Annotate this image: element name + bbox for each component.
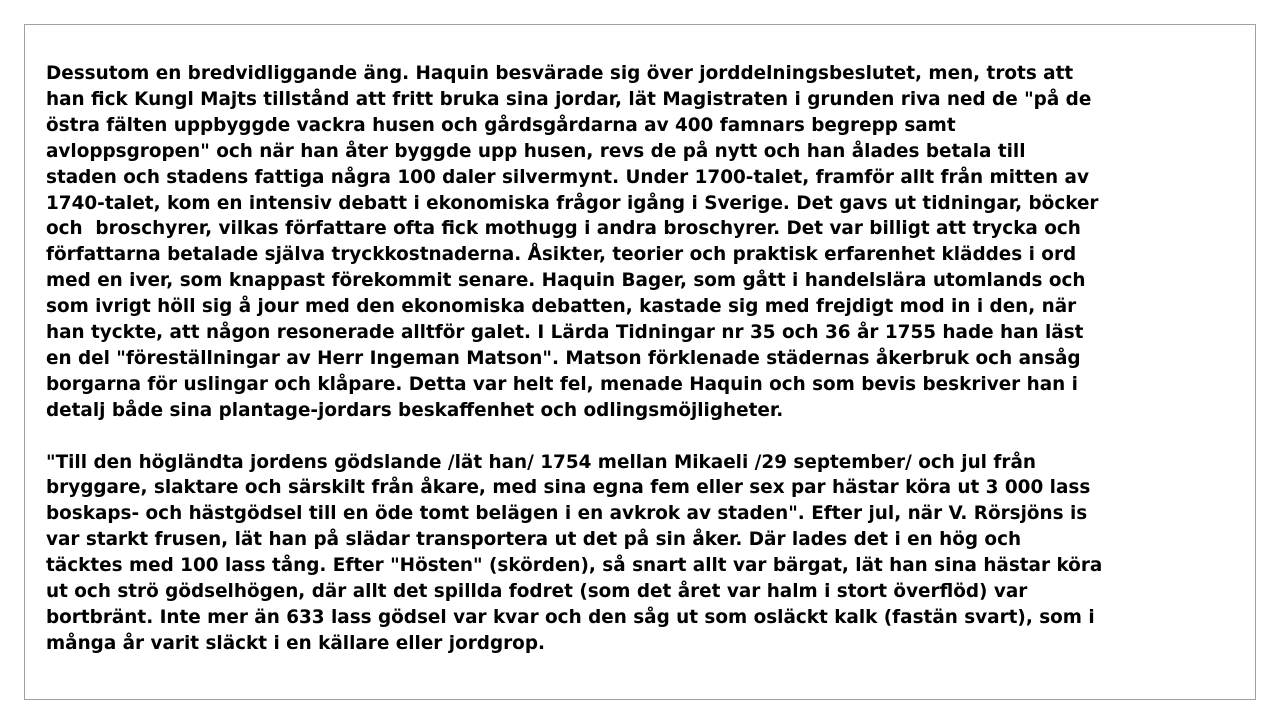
text-line: han fick Kungl Majts tillstånd att fritt bruka sina jordar, lät Magistraten i grunden riva ned de "på de	[46, 88, 1092, 110]
text-line: staden och stadens fattiga några 100 daler silvermynt. Under 1700-talet, framför allt från mitten av	[46, 166, 1089, 188]
text-line: bryggare, slaktare och särskilt från åkare, med sina egna fem eller sex par hästar köra ut 3 000 lass	[46, 477, 1091, 499]
text-line: 1740-talet, kom en intensiv debatt i ekonomiska frågor igång i Sverige. Det gavs ut tidningar, böcker	[46, 192, 1099, 214]
text-line: han tyckte, att någon resonerade alltför galet. I Lärda Tidningar nr 35 och 36 år 1755 hade han läst	[46, 322, 1084, 344]
text-line: borgarna för uslingar och klåpare. Detta var helt fel, menade Haquin och som bevis beskriver han i	[46, 373, 1078, 395]
text-line: täcktes med 100 lass tång. Efter "Hösten" (skörden), så snart allt var bärgat, lät han sina hästar köra	[46, 555, 1103, 577]
text-line: med en iver, som knappast förekommit senare. Haquin Bager, som gått i handelslära utomlands och	[46, 270, 1086, 292]
text-line: var starkt frusen, lät han på slädar transportera ut det på sin åker. Där lades det i en hög och	[46, 529, 1022, 551]
text-line: östra fälten uppbyggde vackra husen och gårdsgårdarna av 400 famnars begrepp samt	[46, 114, 956, 136]
text-line: detalj både sina plantage-jordars beskaffenhet och odlingsmöjligheter.	[46, 399, 784, 421]
text-line: ut och strö gödselhögen, där allt det spillda fodret (som det året var halm i stort överflöd) var	[46, 581, 1028, 603]
text-line: "Till den högländta jordens gödslande /lät han/ 1754 mellan Mikaeli /29 september/ och jul från	[46, 451, 1036, 473]
text-line: och broschyrer, vilkas författare ofta fick mothugg i andra broschyrer. Det var billigt att trycka och	[46, 218, 1081, 240]
text-line: som ivrigt höll sig å jour med den ekonomiska debatten, kastade sig med frejdigt mod in i den, när	[46, 296, 1077, 318]
text-line: författarna betalade själva tryckkostnaderna. Åsikter, teorier och praktisk erfarenhet kläddes i ord	[46, 244, 1077, 266]
text-body	[46, 61, 1246, 657]
paragraph-2	[46, 450, 1246, 657]
text-line: boskaps- och hästgödsel till en öde tomt belägen i en avkrok av staden". Efter jul, när V. Rörsjöns is	[46, 503, 1088, 525]
paragraph-spacer	[46, 424, 1246, 450]
text-line: Dessutom en bredvidliggande äng. Haquin besvärade sig över jorddelningsbeslutet, men, trots att	[46, 63, 1074, 84]
text-line: en del "föreställningar av Herr Ingeman Matson". Matson förklenade städernas åkerbruk och ansåg	[46, 347, 1081, 369]
text-line: bortbränt. Inte mer än 633 lass gödsel var kvar och den såg ut som osläckt kalk (fastän svart), som i	[46, 607, 1095, 629]
document-slide	[24, 24, 1256, 700]
text-line: många år varit släckt i en källare eller jordgrop.	[46, 632, 545, 654]
paragraph-1	[46, 61, 1246, 424]
text-line: avloppsgropen" och när han åter byggde upp husen, revs de på nytt och han ålades betala till	[46, 140, 1026, 162]
